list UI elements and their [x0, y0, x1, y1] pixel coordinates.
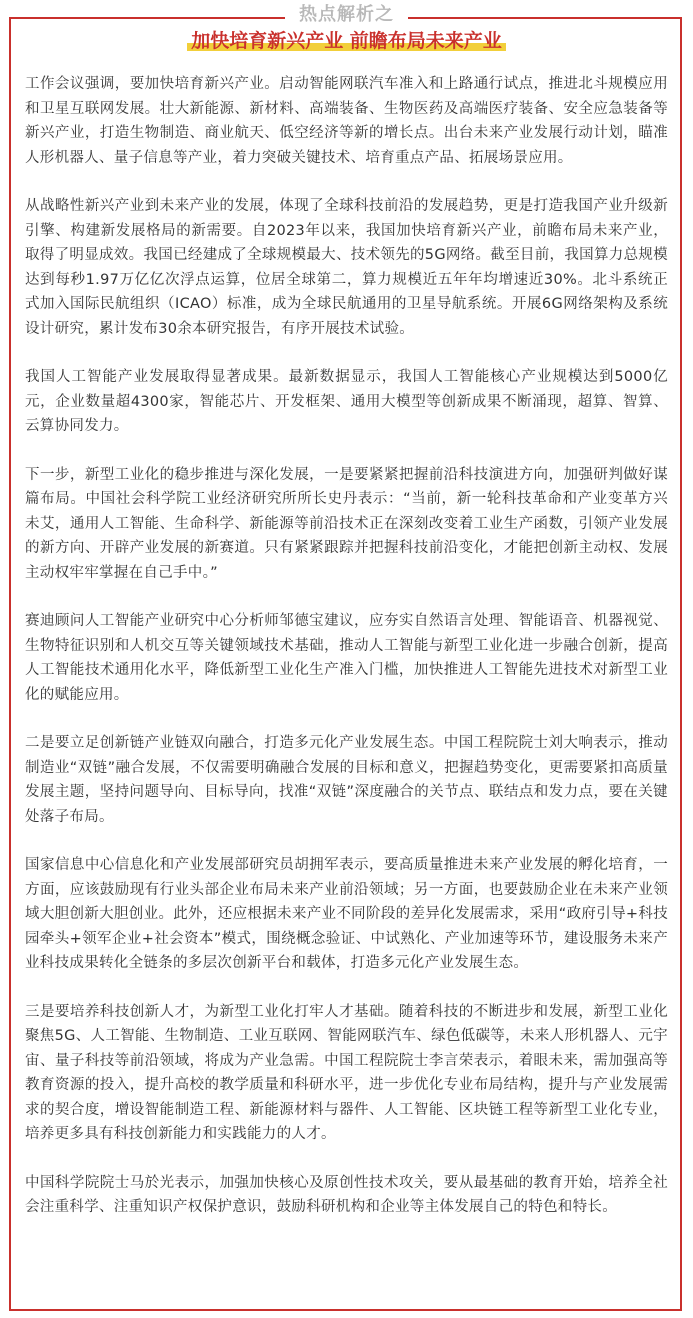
section-header	[0, 0, 693, 30]
paragraph: 赛迪顾问人工智能产业研究中心分析师邹德宝建议，应夯实自然语言处理、智能语音、机器视觉、生物特征识别和人机交互等关键领域技术基础，推动人工智能与新型工业化进一步融合创新，提高人工智能技术通用化水平，降低新型工业化生产准入门槛，加快推进人工智能先进技术对新型工业化的赋能应用。	[25, 613, 668, 703]
paragraph: 从战略性新兴产业到未来产业的发展，体现了全球科技前沿的发展趋势，更是打造我国产业升级新引擎、构建新发展格局的新需要。自2023年以来，我国加快培育新兴产业，前瞻布局未来产业，取得了明显成效。我国已经建成了全球规模最大、技术领先的5G网络。截至目前，我国算力总规模达到每秒1.97万亿亿次浮点运算，位居全球第二，算力规模近五年年均增速近30%。北斗系统正式加入国际民航组织（ICAO）标准，成为全球民航通用的卫星导航系统。开展6G网络架构及系统设计研究，累计发布30余本研究报告，有序开展技术试验。	[25, 198, 668, 337]
paragraph: 中国科学院院士马於光表示，加强加快核心及原创性技术攻关，要从最基础的教育开始，培养全社会注重科学、注重知识产权保护意识，鼓励科研机构和企业等主体发展自己的特色和特长。	[25, 1174, 668, 1215]
paragraph: 国家信息中心信息化和产业发展部研究员胡拥军表示，要高质量推进未来产业发展的孵化培育，一方面，应该鼓励现有行业头部企业布局未来产业前沿领域；另一方面，也要鼓励企业在未来产业领域大胆创新大胆创业。此外，还应根据未来产业不同阶段的差异化发展需求，采用“政府引导+科技园牵头+领军企业+社会资本”模式，围绕概念验证、中试熟化、产业加速等环节，建设服务未来产业科技成果转化全链条的多层次创新平台和载体，打造多元化产业发展生态。	[25, 857, 668, 971]
paragraph: 三是要培养科技创新人才，为新型工业化打牢人才基础。随着科技的不断进步和发展，新型工业化聚焦5G、人工智能、生物制造、工业互联网、智能网联汽车、绿色低碳等，未来人形机器人、元宇宙、量子科技等前沿领域，将成为产业急需。中国工程院院士李言荣表示，着眼未来，需加强高等教育资源的投入，提升高校的教学质量和科研水平，进一步优化专业布局结构，提升与产业发展需求的契合度，增设智能制造工程、新能源材料与器件、人工智能、区块链工程等新型工业化专业，培养更多具有科技创新能力和实践能力的人才。	[25, 1003, 668, 1142]
paragraph: 工作会议强调，要加快培育新兴产业。启动智能网联汽车准入和上路通行试点，推进北斗规模应用和卫星互联网发展。壮大新能源、新材料、高端装备、生物医药及高端医疗装备、安全应急装备等新兴产业，打造生物制造、商业航天、低空经济等新的增长点。出台未来产业发展行动计划，瞄准人形机器人、量子信息等产业，着力突破关键技术、培育重点产品、拓展场景应用。	[25, 76, 668, 166]
paragraph: 下一步，新型工业化的稳步推进与深化发展，一是要紧紧把握前沿科技演进方向，加强研判做好谋篇布局。中国社会科学院工业经济研究所所长史丹表示：“当前，新一轮科技革命和产业变革方兴未艾，通用人工智能、生命科学、新能源等前沿技术正在深刻改变着工业生产函数，引领产业发展的新方向、开辟产业发展的新赛道。只有紧紧跟踪并把握科技前沿变化，才能把创新主动权、发展主动权牢牢掌握在自己手中。”	[25, 466, 668, 581]
article-body	[25, 72, 668, 1244]
paragraph: 二是要立足创新链产业链双向融合，打造多元化产业发展生态。中国工程院院士刘大响表示，推动制造业“双链”融合发展，不仅需要明确融合发展的目标和意义，把握趋势变化，更需要紧扣高质量发展主题，坚持问题导向、目标导向，找准“双链”深度融合的关节点、联结点和发力点，要在关键处落子布局。	[25, 735, 668, 825]
article-title: 加快培育新兴产业 前瞻布局未来产业	[187, 29, 506, 53]
title-container	[0, 29, 693, 53]
section-label: 热点解析之	[285, 0, 408, 30]
paragraph: 我国人工智能产业发展取得显著成果。最新数据显示，我国人工智能核心产业规模达到5000亿元，企业数量超4300家，智能芯片、开发框架、通用大模型等创新成果不断涌现，超算、智算、云算协同发力。	[25, 369, 668, 434]
